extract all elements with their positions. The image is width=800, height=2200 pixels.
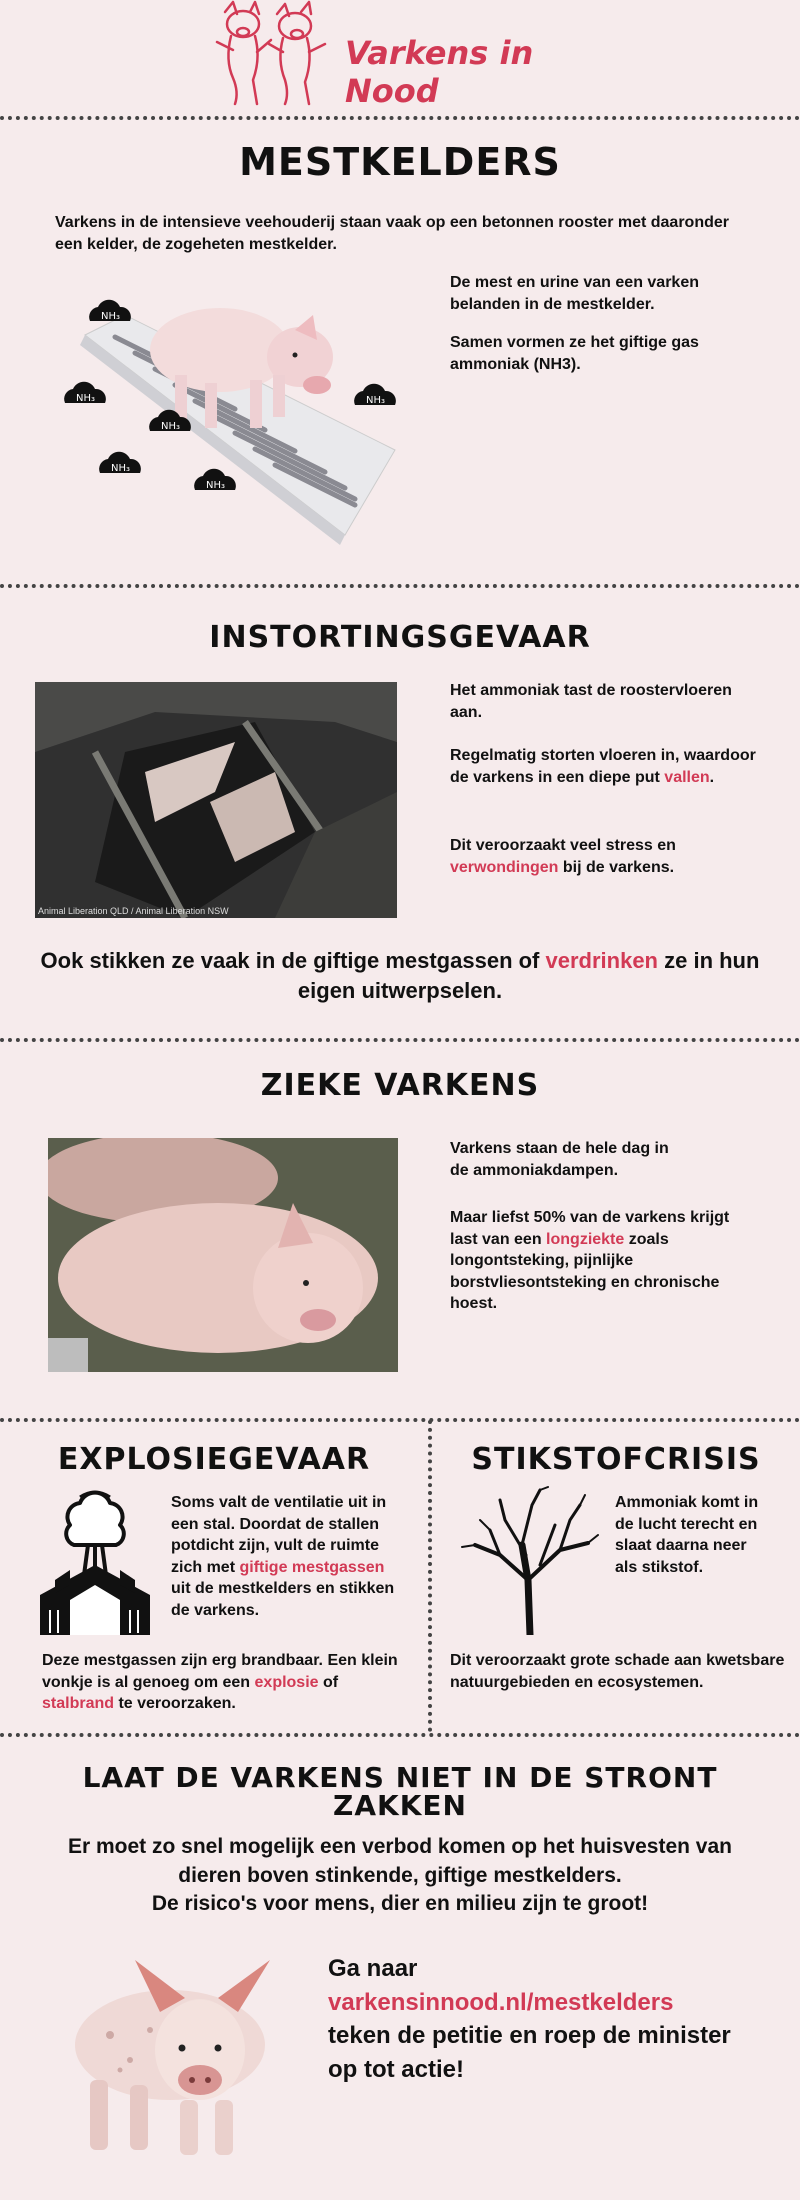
pig-logo-icon bbox=[205, 0, 335, 110]
logo[interactable] bbox=[205, 0, 605, 110]
photo-credit: Animal Liberation QLD / Animal Liberation NSW bbox=[38, 906, 229, 916]
highlight-verwondingen: verwondingen bbox=[450, 858, 559, 876]
svg-text:NH₃: NH₃ bbox=[206, 480, 226, 491]
stikstof-p1: Ammoniak komt in de lucht terecht en slaat daarna neer als stikstof. bbox=[615, 1494, 759, 1576]
section-title-stikstofcrisis: STIKSTOFCRISIS bbox=[471, 1442, 761, 1477]
standing-pig-icon bbox=[50, 1940, 280, 2160]
divider-2 bbox=[0, 584, 800, 588]
sick-pigs-photo bbox=[48, 1138, 398, 1372]
explosie-p1: Soms valt de ventilatie uit in een stal. Doordat de stallen potdicht zijn, vult de ruimte zich met giftige mestgassen uit de mestkelders en stikken de varkens. bbox=[171, 1494, 395, 1619]
section-title-zieke-varkens: ZIEKE VARKENS bbox=[260, 1068, 540, 1103]
svg-text:NH₃: NH₃ bbox=[111, 463, 131, 474]
instorting-p2: Regelmatig storten vloeren in, waardoor de varkens in een diepe put vallen. bbox=[450, 747, 756, 786]
divider-1 bbox=[0, 116, 800, 120]
section-title-explosiegevaar: EXPLOSIEGEVAAR bbox=[57, 1442, 371, 1477]
highlight-giftige-mestgassen: giftige mestgassen bbox=[239, 1558, 385, 1576]
instorting-p3: Dit veroorzaakt veel stress en verwondingen bij de varkens. bbox=[450, 837, 676, 876]
instorting-p1: Het ammoniak tast de roostervloeren aan. bbox=[450, 682, 732, 721]
svg-text:NH₃: NH₃ bbox=[161, 421, 181, 432]
cta-p1: Er moet zo snel mogelijk een verbod komen op het huisvesten van dieren boven stinkende, giftige mestkelders. bbox=[67, 1835, 732, 1888]
highlight-verdrinken: verdrinken bbox=[545, 948, 658, 973]
highlight-longziekte: longziekte bbox=[546, 1230, 625, 1248]
explosion-barn-icon bbox=[40, 1485, 150, 1635]
highlight-vallen: vallen bbox=[664, 768, 710, 786]
svg-text:NH₃: NH₃ bbox=[76, 393, 96, 404]
zieke-p1: Varkens staan de hele dag in de ammoniakdampen. bbox=[450, 1140, 669, 1179]
dead-tree-icon bbox=[460, 1485, 600, 1635]
instorting-bottom: Ook stikken ze vaak in de giftige mestgassen of verdrinken ze in hun eigen uitwerpselen. bbox=[40, 948, 760, 1003]
cta-p2: De risico's voor mens, dier en milieu zijn te groot! bbox=[151, 1892, 649, 1915]
section-title-cta: LAAT DE VARKENS NIET IN DE STRONT ZAKKEN bbox=[82, 1761, 718, 1822]
section-title-mestkelders: MESTKELDERS bbox=[239, 140, 561, 184]
grate-illustration bbox=[55, 275, 405, 545]
section-title-instortingsgevaar: INSTORTINGSGEVAAR bbox=[209, 620, 591, 655]
svg-text:NH₃: NH₃ bbox=[366, 395, 386, 406]
cta-petition-block bbox=[328, 1952, 758, 2086]
zieke-p2: Maar liefst 50% van de varkens krijgt last van een longziekte zoals longontsteking, pijnlijke borstvliesontsteking en chronische hoest. bbox=[450, 1209, 730, 1313]
cta-sign-petition: teken de petitie en roep de minister op tot actie! bbox=[328, 2022, 731, 2083]
mestkelders-p2: Samen vormen ze het giftige gas ammoniak (NH3). bbox=[450, 334, 699, 373]
mestkelders-p1: De mest en urine van een varken belanden in de mestkelder. bbox=[450, 274, 699, 313]
highlight-stalbrand: stalbrand bbox=[42, 1695, 115, 1713]
cta-go-to: Ga naar bbox=[328, 1955, 418, 1982]
nh3-cloud-icon bbox=[64, 300, 396, 491]
divider-5 bbox=[0, 1733, 800, 1737]
brand-name: Varkens in Nood bbox=[345, 34, 534, 110]
highlight-explosie: explosie bbox=[254, 1673, 319, 1691]
explosie-p2: Deze mestgassen zijn erg brandbaar. Een klein vonkje is al genoeg om een explosie of stalbrand te veroorzaken. bbox=[42, 1652, 398, 1713]
mestkelders-intro: Varkens in de intensieve veehouderij staan vaak op een betonnen rooster met daaronder een kelder, de zogeheten mestkelder. bbox=[55, 214, 729, 253]
petition-link[interactable]: varkensinnood.nl/mestkelders bbox=[328, 1988, 674, 2016]
divider-4 bbox=[0, 1418, 800, 1422]
stikstof-p2: Dit veroorzaakt grote schade aan kwetsbare natuurgebieden en ecosystemen. bbox=[450, 1652, 785, 1691]
collapsed-floor-photo bbox=[35, 682, 397, 918]
divider-3 bbox=[0, 1038, 800, 1042]
svg-text:NH₃: NH₃ bbox=[101, 311, 121, 322]
